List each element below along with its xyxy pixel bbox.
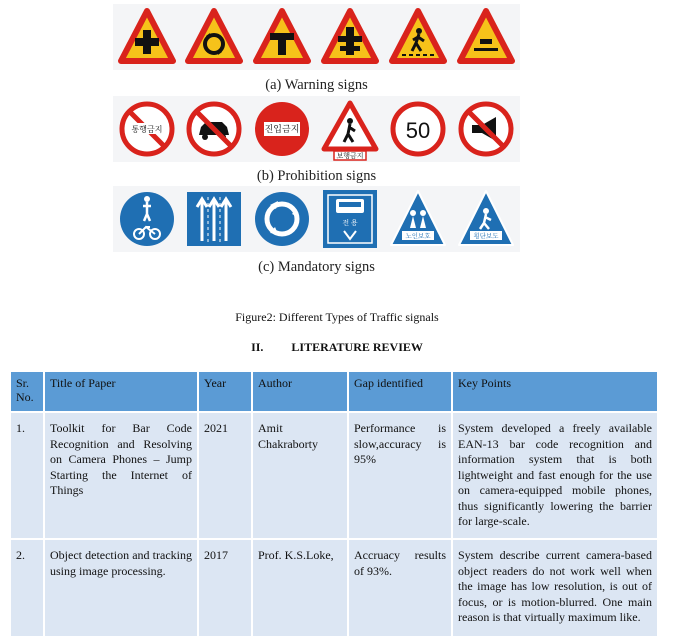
section-title: LITERATURE REVIEW	[291, 340, 423, 354]
no-entry-icon	[252, 97, 312, 161]
children-text: 노인보호	[405, 233, 431, 240]
literature-review-table	[9, 370, 659, 638]
prohibition-signs-row	[113, 96, 520, 162]
traffic-signs-figure	[113, 2, 520, 280]
speed-limit-value: 50	[405, 118, 431, 143]
cell-year: 2021	[199, 413, 251, 538]
intersection-icon	[320, 5, 380, 69]
header-title: Title of Paper	[45, 372, 197, 411]
mandatory-signs-row	[113, 186, 520, 252]
cell-year: 2017	[199, 540, 251, 636]
header-key-points: Key Points	[453, 372, 657, 411]
hazard-icon	[456, 5, 516, 69]
bus-lane-icon	[320, 187, 380, 251]
prohibition-signs-caption: (b) Prohibition signs	[256, 168, 377, 184]
table-row	[11, 540, 657, 636]
section-number: II.	[251, 340, 264, 354]
no-entry-text: 진입금지	[264, 124, 300, 134]
no-entry-vehicles-icon	[117, 97, 177, 161]
section-heading	[0, 340, 674, 355]
cell-gap: Performance is slow,accuracy is 95%	[349, 413, 451, 538]
cell-key-points: System describe current camera-based object readers do not work well when the image has low resolution, is out of focus, or is motion-blurred. One main reason is that virtually maximum like.	[453, 540, 657, 636]
no-cars-icon	[184, 97, 244, 161]
cell-author: Amit Chakraborty	[253, 413, 347, 538]
header-gap: Gap identified	[349, 372, 451, 411]
cell-sr: 1.	[11, 413, 43, 538]
cell-key-points: System developed a freely available EAN-13 bar code recognition and information system that is both lightweight and fast enough for the use on camera-equipped mobile phones, thus significantly lowering the barrier for large-scale.	[453, 413, 657, 538]
cross-road-icon	[117, 5, 177, 69]
cell-author: Prof. K.S.Loke,	[253, 540, 347, 636]
roundabout-mandatory-icon	[252, 187, 312, 251]
pedestrian-bicycle-icon	[117, 187, 177, 251]
crosswalk-text: 횡단보도	[473, 233, 499, 240]
table-row	[11, 413, 657, 538]
lanes-icon	[184, 187, 244, 251]
pass-text: 통행금지	[131, 125, 163, 134]
children-protection-icon	[388, 187, 448, 251]
header-year: Year	[199, 372, 251, 411]
header-sr-no: Sr. No.	[11, 372, 43, 411]
cell-gap: Accruacy results of 93%.	[349, 540, 451, 636]
mandatory-signs-caption: (c) Mandatory signs	[258, 259, 375, 275]
table-header-row	[11, 372, 657, 411]
t-junction-icon	[252, 5, 312, 69]
roundabout-icon	[184, 5, 244, 69]
figure-caption: Figure2: Different Types of Traffic signals	[235, 310, 439, 324]
pedestrian-crossing-icon	[388, 5, 448, 69]
header-author: Author	[253, 372, 347, 411]
bus-lane-text: 전 용	[342, 219, 358, 227]
walk-text: 보행금지	[336, 152, 364, 160]
cell-title: Object detection and tracking using image processing.	[45, 540, 197, 636]
cell-title: Toolkit for Bar Code Recognition and Resolving on Camera Phones – Jump Starting the Internet of Things	[45, 413, 197, 538]
crosswalk-icon	[456, 187, 516, 251]
warning-signs-row	[113, 4, 520, 70]
speed-limit-icon	[388, 97, 448, 161]
cell-sr: 2.	[11, 540, 43, 636]
warning-signs-caption: (a) Warning signs	[265, 77, 368, 93]
no-horn-icon	[456, 97, 516, 161]
stop-pedestrian-icon	[320, 97, 380, 161]
